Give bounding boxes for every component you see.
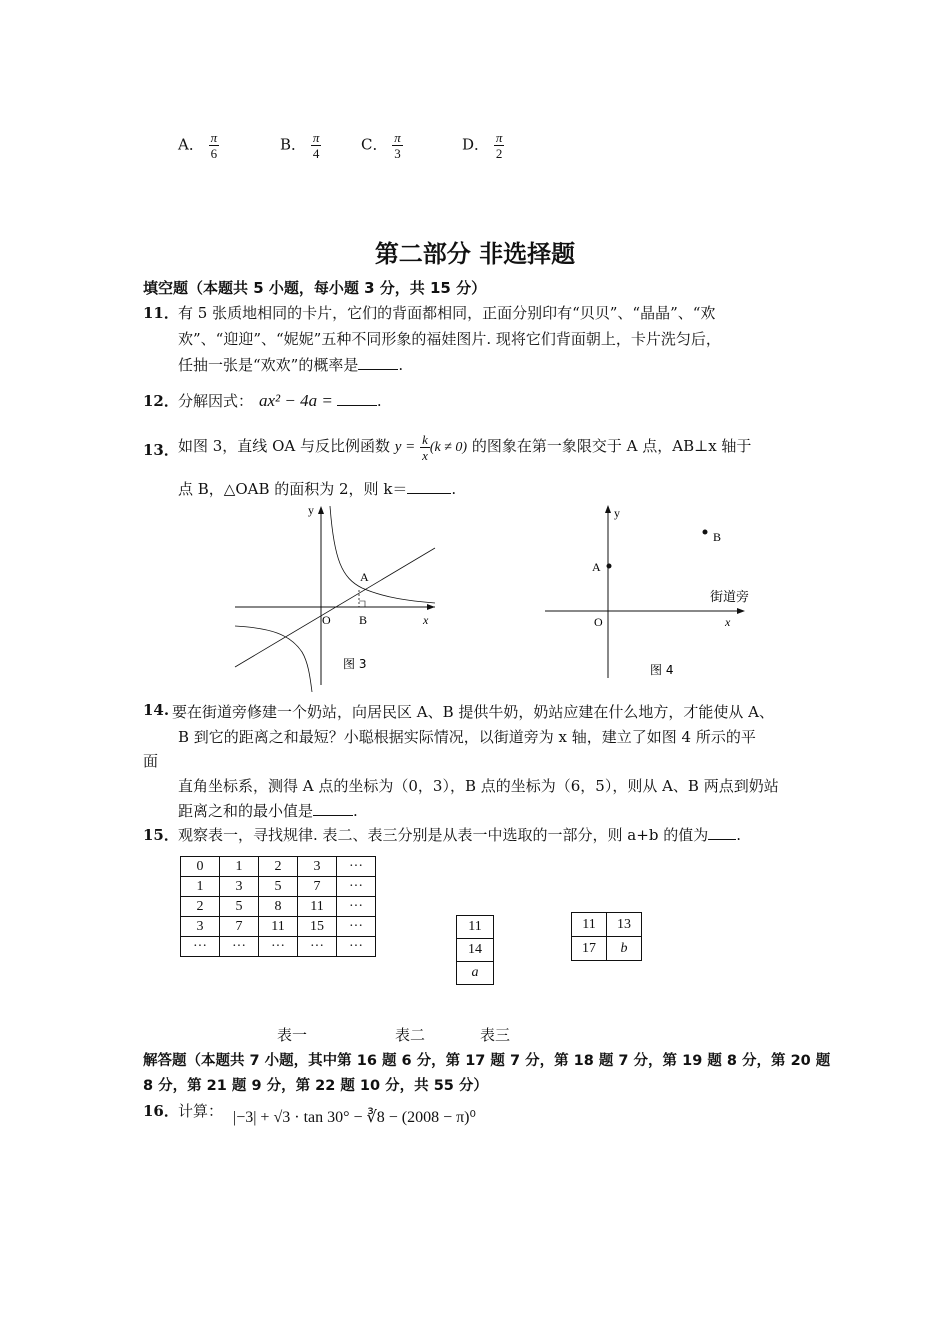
x-arrow bbox=[737, 608, 745, 614]
fig4-b-label: B bbox=[713, 530, 722, 544]
q14-line4: 直角坐标系，测得 A 点的坐标为（0，3），B 点的坐标为（6，5），则从 A、B 两点到奶站 bbox=[178, 777, 779, 795]
fraction: $\frac{\pi}{2}$ bbox=[495, 130, 503, 161]
hyperbola-branch-2 bbox=[235, 626, 312, 692]
q12-body: 分解因式： ax² − 4a = . bbox=[178, 391, 382, 410]
fig4-o-label: O bbox=[594, 615, 603, 629]
q15-number: 15． bbox=[143, 826, 179, 844]
y-arrow bbox=[605, 505, 611, 513]
option-a bbox=[178, 130, 219, 161]
fig3-b-label: B bbox=[359, 613, 368, 627]
q14-line1: 要在街道旁修建一个奶站，向居民区 A、B 提供牛奶，奶站应建在什么地方，才能使从 A、 bbox=[172, 703, 774, 721]
answer-blank bbox=[407, 493, 451, 494]
table-row: ··· ··· ··· ··· ··· bbox=[181, 937, 376, 957]
table-2 bbox=[456, 915, 494, 985]
table-3 bbox=[571, 912, 642, 961]
q11-number: 11． bbox=[143, 304, 179, 322]
answer-blank bbox=[708, 839, 736, 840]
q16-expression: |−3| + √3 · tan 30° − ∛8 − (2008 − π)⁰ bbox=[233, 1109, 476, 1126]
fig3-x-label: x bbox=[423, 613, 429, 627]
solve-header-line1: 解答题（本题共 7 小题，其中第 16 题 6 分，第 17 题 7 分，第 18 题 7 分，第 19 题 8 分，第 20 题 bbox=[143, 1053, 831, 1069]
q11-line3: 任抽一张是“欢欢”的概率是 . bbox=[178, 356, 404, 374]
table-row: 0 1 2 3 ··· bbox=[181, 857, 376, 877]
figure-3 bbox=[230, 500, 445, 695]
fig4-y-label: y bbox=[614, 506, 620, 520]
fig4-a-label: A bbox=[592, 560, 601, 574]
option-label: D． bbox=[462, 135, 490, 154]
table-row: 11 13 bbox=[572, 913, 642, 937]
q11-line1: 有 5 张质地相同的卡片，它们的背面都相同，正面分别印有“贝贝”、“晶晶”、“欢 bbox=[178, 304, 716, 322]
table-2-caption: 表二 bbox=[395, 1026, 426, 1044]
option-label: B． bbox=[280, 135, 307, 154]
q14-line2: B 到它的距离之和最短？小聪根据实际情况，以街道旁为 x 轴，建立了如图 4 所示的平 bbox=[178, 728, 756, 746]
solve-header-line2: 8 分，第 21 题 9 分，第 22 题 10 分，共 55 分） bbox=[143, 1078, 488, 1094]
fig4-x-label: x bbox=[725, 615, 731, 629]
answer-blank bbox=[313, 815, 353, 816]
q15-body: 观察表一，寻找规律. 表二、表三分别是从表一中选取的一部分，则 a+b 的值为 . bbox=[178, 826, 741, 844]
section-title: 第二部分 非选择题 bbox=[374, 240, 576, 268]
q14-line3: 面 bbox=[143, 752, 159, 770]
y-arrow bbox=[318, 506, 324, 514]
option-label: A． bbox=[178, 135, 204, 154]
table-1-caption: 表一 bbox=[277, 1026, 308, 1044]
option-c bbox=[361, 130, 403, 161]
point-a bbox=[607, 564, 612, 569]
figure-4 bbox=[540, 500, 770, 685]
q14-line5: 距离之和的最小值是 . bbox=[178, 802, 358, 820]
fraction: $\frac{\pi}{4}$ bbox=[312, 130, 320, 161]
fig4-caption: 图 4 bbox=[650, 663, 674, 677]
q16-number: 16． bbox=[143, 1102, 179, 1120]
table-row: 3 7 11 15 ··· bbox=[181, 917, 376, 937]
right-angle-mark bbox=[359, 601, 365, 607]
table-row: 2 5 8 11 ··· bbox=[181, 897, 376, 917]
q11-line2: 欢”、“迎迎”、“妮妮”五种不同形象的福娃图片. 现将它们背面朝上，卡片洗匀后， bbox=[178, 330, 721, 348]
table-1 bbox=[180, 856, 376, 957]
table-3-caption: 表三 bbox=[480, 1026, 511, 1044]
fig3-y-label: y bbox=[308, 503, 314, 517]
table-row: 1 3 5 7 ··· bbox=[181, 877, 376, 897]
option-b bbox=[280, 130, 321, 161]
answer-blank bbox=[337, 405, 377, 406]
fraction: $\frac{k}{x}$ bbox=[422, 431, 428, 463]
x-arrow bbox=[427, 604, 435, 610]
table-row: 14 bbox=[457, 939, 494, 962]
point-b bbox=[703, 530, 708, 535]
q14-number: 14. bbox=[143, 701, 170, 719]
fig3-o-label: O bbox=[322, 613, 331, 627]
table-row: 17 b bbox=[572, 937, 642, 961]
q13-number: 13． bbox=[143, 441, 179, 459]
fill-header: 填空题（本题共 5 小题，每小题 3 分，共 15 分） bbox=[143, 279, 487, 297]
table-row: 11 bbox=[457, 916, 494, 939]
fig3-a-label: A bbox=[360, 570, 369, 584]
fig4-street-label: 街道旁 bbox=[710, 590, 750, 605]
q12-expression: ax² − 4a = bbox=[259, 391, 333, 410]
hyperbola-branch-1 bbox=[330, 506, 435, 603]
table-row: a bbox=[457, 962, 494, 985]
option-d bbox=[462, 130, 504, 161]
fraction: $\frac{\pi}{6}$ bbox=[210, 130, 218, 161]
answer-blank bbox=[358, 369, 398, 370]
q13-line1: 如图 3，直线 OA 与反比例函数 y = $\frac{k}{x}$ (k ≠ 0) 的图象在第一象限交于 A 点，AB⊥x 轴于 bbox=[178, 431, 752, 463]
fraction: $\frac{\pi}{3}$ bbox=[394, 130, 401, 161]
fig3-caption: 图 3 bbox=[343, 657, 367, 671]
option-label: C． bbox=[361, 135, 388, 154]
q13-line2: 点 B，△OAB 的面积为 2，则 k＝ . bbox=[178, 480, 457, 498]
q12-number: 12． bbox=[143, 392, 179, 410]
q16-text: 计算： bbox=[178, 1102, 224, 1120]
